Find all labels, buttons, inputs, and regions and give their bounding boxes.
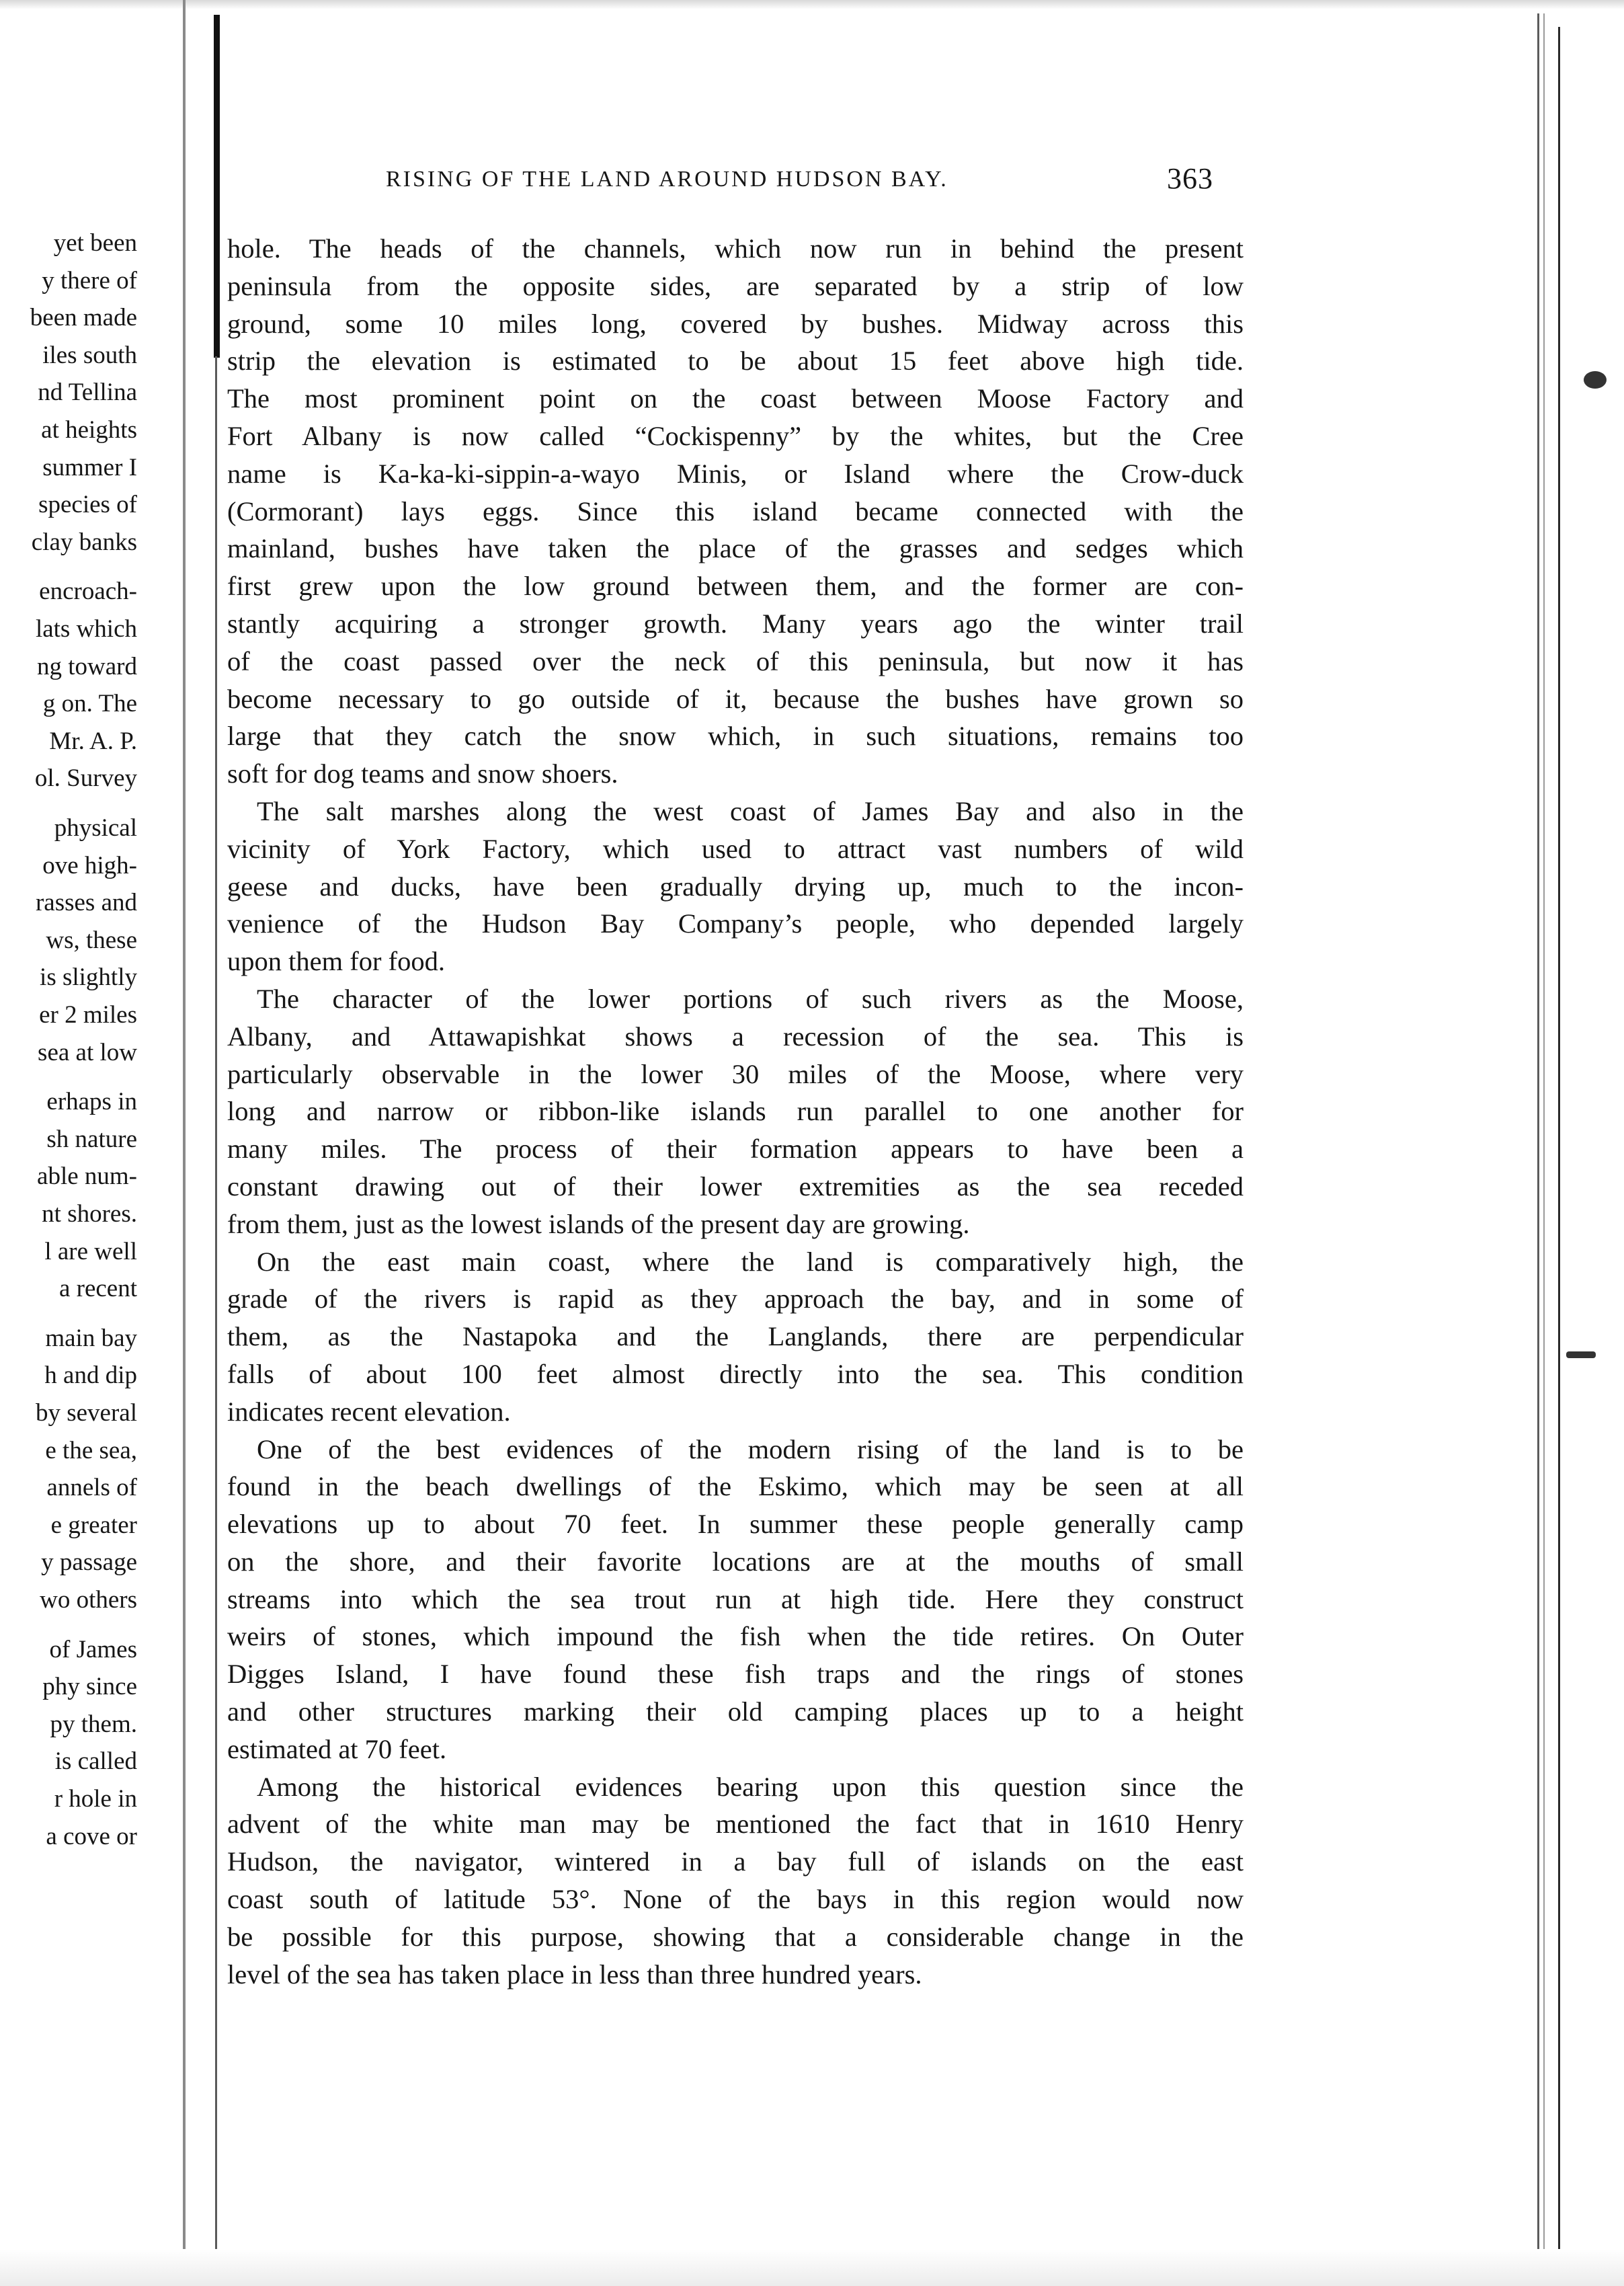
text-line: of the coast passed over the neck of this peninsula, but now it has	[227, 645, 1244, 676]
text-line: on the shore, and their favorite locations are at the mouths of small	[227, 1546, 1244, 1577]
facing-page-line: able num-	[37, 1162, 137, 1191]
facing-page-line: a recent	[58, 1275, 137, 1303]
facing-page-line: e the sea,	[45, 1436, 137, 1464]
facing-page-line: sea at low	[38, 1038, 137, 1066]
facing-page-line: g on. The	[42, 690, 137, 718]
facing-page-line: ol. Survey	[34, 764, 137, 793]
facing-page-line: is called	[54, 1747, 137, 1776]
text-line: indicates recent elevation.	[227, 1396, 511, 1427]
text-line: many miles. The process of their formation appears to have been a	[227, 1134, 1244, 1165]
scan-speck	[1584, 371, 1607, 389]
text-line: be possible for this purpose, showing that a considerable change in the	[227, 1921, 1244, 1952]
text-line: Albany, and Attawapishkat shows a recession of the sea. This is	[227, 1021, 1244, 1052]
text-line: elevations up to about 70 feet. In summer these people generally camp	[227, 1509, 1244, 1540]
text-line: Hudson, the navigator, wintered in a bay full of islands on the east	[227, 1846, 1244, 1877]
text-line: first grew upon the low ground between them, and the former are con-	[227, 571, 1244, 602]
facing-page-line: l are well	[44, 1237, 137, 1265]
facing-page-line: by several	[35, 1399, 137, 1427]
facing-page-line: ws, these	[46, 926, 137, 954]
facing-page-line: been made	[30, 304, 137, 332]
text-line: name is Ka-ka-ki-sippin-a-wayo Minis, or Island where the Crow-duck	[227, 458, 1244, 489]
facing-page-line: of James	[49, 1635, 137, 1663]
facing-page-line: y passage	[41, 1548, 137, 1577]
facing-page-line: r hole in	[54, 1785, 137, 1813]
text-line: Fort Albany is now called “Cockispenny” by the whites, but the Cree	[227, 420, 1244, 451]
text-line: large that they catch the snow which, in such situations, remains too	[227, 721, 1244, 752]
text-line: streams into which the sea trout run at high tide. Here they construct	[227, 1583, 1244, 1614]
text-line: One of the best evidences of the modern rising of the land is to be	[257, 1433, 1244, 1464]
facing-page-line: ng toward	[37, 652, 137, 680]
text-line: stantly acquiring a stronger growth. Many years ago the winter trail	[227, 608, 1244, 639]
text-line: and other structures marking their old camping places up to a height	[227, 1696, 1244, 1727]
facing-page-line: iles south	[42, 341, 137, 369]
page-edge-right-outer	[1558, 27, 1560, 2273]
text-line: soft for dog teams and snow shoers.	[227, 758, 618, 789]
text-line: weirs of stones, which impound the fish when the tide retires. On Outer	[227, 1621, 1244, 1652]
facing-page-line: py them.	[50, 1710, 137, 1738]
text-line: long and narrow or ribbon-like islands run parallel to one another for	[227, 1096, 1244, 1127]
text-line: level of the sea has taken place in less than three hundred years.	[227, 1959, 922, 1989]
body-text	[227, 230, 1244, 1993]
binding-gutter-line-lower	[215, 356, 217, 2286]
text-line: upon them for food.	[227, 946, 445, 977]
text-line: The character of the lower portions of such rivers as the Moose,	[257, 983, 1244, 1014]
page-edge-right	[1537, 13, 1539, 2259]
facing-page-line: species of	[38, 491, 137, 519]
facing-page-line: is slightly	[40, 963, 137, 992]
facing-page-line: clay banks	[31, 528, 137, 556]
text-line: estimated at 70 feet.	[227, 1733, 447, 1764]
page-number: 363	[1167, 162, 1213, 195]
facing-page-line: y there of	[42, 266, 137, 294]
facing-page-line: rasses and	[35, 889, 137, 917]
facing-page-line: encroach-	[39, 578, 137, 606]
text-line: venience of the Hudson Bay Company’s people, who depended largely	[227, 908, 1244, 939]
facing-page-line: lats which	[35, 615, 137, 643]
text-line: particularly observable in the lower 30 miles of the Moose, where very	[227, 1058, 1244, 1089]
facing-page-line: yet been	[53, 229, 137, 257]
running-head: RISING OF THE LAND AROUND HUDSON BAY.	[386, 167, 948, 192]
text-line: grade of the rivers is rapid as they approach the bay, and in some of	[227, 1284, 1244, 1314]
facing-page-line: erhaps in	[46, 1088, 137, 1116]
text-line: Among the historical evidences bearing upon this question since the	[257, 1771, 1244, 1802]
facing-page-line: annels of	[46, 1474, 137, 1502]
text-line: strip the elevation is estimated to be about 15 feet above high tide.	[227, 346, 1244, 377]
page-edge-right-inner	[1543, 13, 1545, 2259]
facing-page-line: a cove or	[46, 1822, 137, 1850]
text-line: vicinity of York Factory, which used to attract vast numbers of wild	[227, 833, 1244, 864]
text-line: constant drawing out of their lower extremities as the sea receded	[227, 1171, 1244, 1201]
text-line: On the east main coast, where the land is comparatively high, the	[257, 1246, 1244, 1277]
scan-top-shadow	[0, 0, 1624, 9]
text-line: The most prominent point on the coast between Moose Factory and	[227, 383, 1244, 414]
text-line: Digges Island, I have found these fish traps and the rings of stones	[227, 1659, 1244, 1690]
text-line: (Cormorant) lays eggs. Since this island became connected with the	[227, 496, 1244, 526]
text-line: The salt marshes along the west coast of James Bay and also in the	[257, 795, 1244, 826]
facing-page-line: sh nature	[46, 1125, 137, 1153]
facing-page-line: er 2 miles	[39, 1001, 137, 1029]
facing-page-line: at heights	[41, 416, 137, 444]
text-line: ground, some 10 miles long, covered by bushes. Midway across this	[227, 308, 1244, 339]
text-line: advent of the white man may be mentioned the fact that in 1610 Henry	[227, 1809, 1244, 1840]
text-line: become necessary to go outside of it, because the bushes have grown so	[227, 683, 1244, 714]
text-line: peninsula from the opposite sides, are separated by a strip of low	[227, 270, 1244, 301]
facing-page-line: nd Tellina	[38, 379, 137, 407]
facing-page-line: summer I	[42, 453, 137, 481]
facing-page-fragment	[0, 0, 137, 2286]
text-line: geese and ducks, have been gradually drying up, much to the incon-	[227, 871, 1244, 902]
text-line: falls of about 100 feet almost directly into the sea. This condition	[227, 1358, 1244, 1389]
facing-page-line: Mr. A. P.	[49, 727, 137, 755]
text-line: found in the beach dwellings of the Eskimo, which may be seen at all	[227, 1471, 1244, 1502]
text-line: from them, just as the lowest islands of the present day are growing.	[227, 1208, 970, 1239]
facing-page-line: ove high-	[42, 851, 137, 879]
binding-gutter-line	[214, 15, 220, 358]
text-line: coast south of latitude 53°. None of the bays in this region would now	[227, 1884, 1244, 1915]
facing-page-line: nt shores.	[42, 1200, 137, 1228]
facing-page-edge	[183, 0, 186, 2286]
scan-bottom-shadow	[0, 2249, 1624, 2286]
facing-page-line: h and dip	[44, 1362, 137, 1390]
facing-page-line: e greater	[50, 1511, 137, 1539]
facing-page-line: main bay	[45, 1324, 137, 1352]
facing-page-line: wo others	[40, 1586, 137, 1614]
facing-page-line: physical	[54, 814, 137, 842]
scan-speck	[1566, 1351, 1596, 1358]
text-line: mainland, bushes have taken the place of the grasses and sedges which	[227, 533, 1244, 564]
text-line: hole. The heads of the channels, which now run in behind the present	[227, 233, 1244, 264]
facing-page-line: phy since	[42, 1673, 137, 1701]
text-line: them, as the Nastapoka and the Langlands, there are perpendicular	[227, 1321, 1244, 1352]
